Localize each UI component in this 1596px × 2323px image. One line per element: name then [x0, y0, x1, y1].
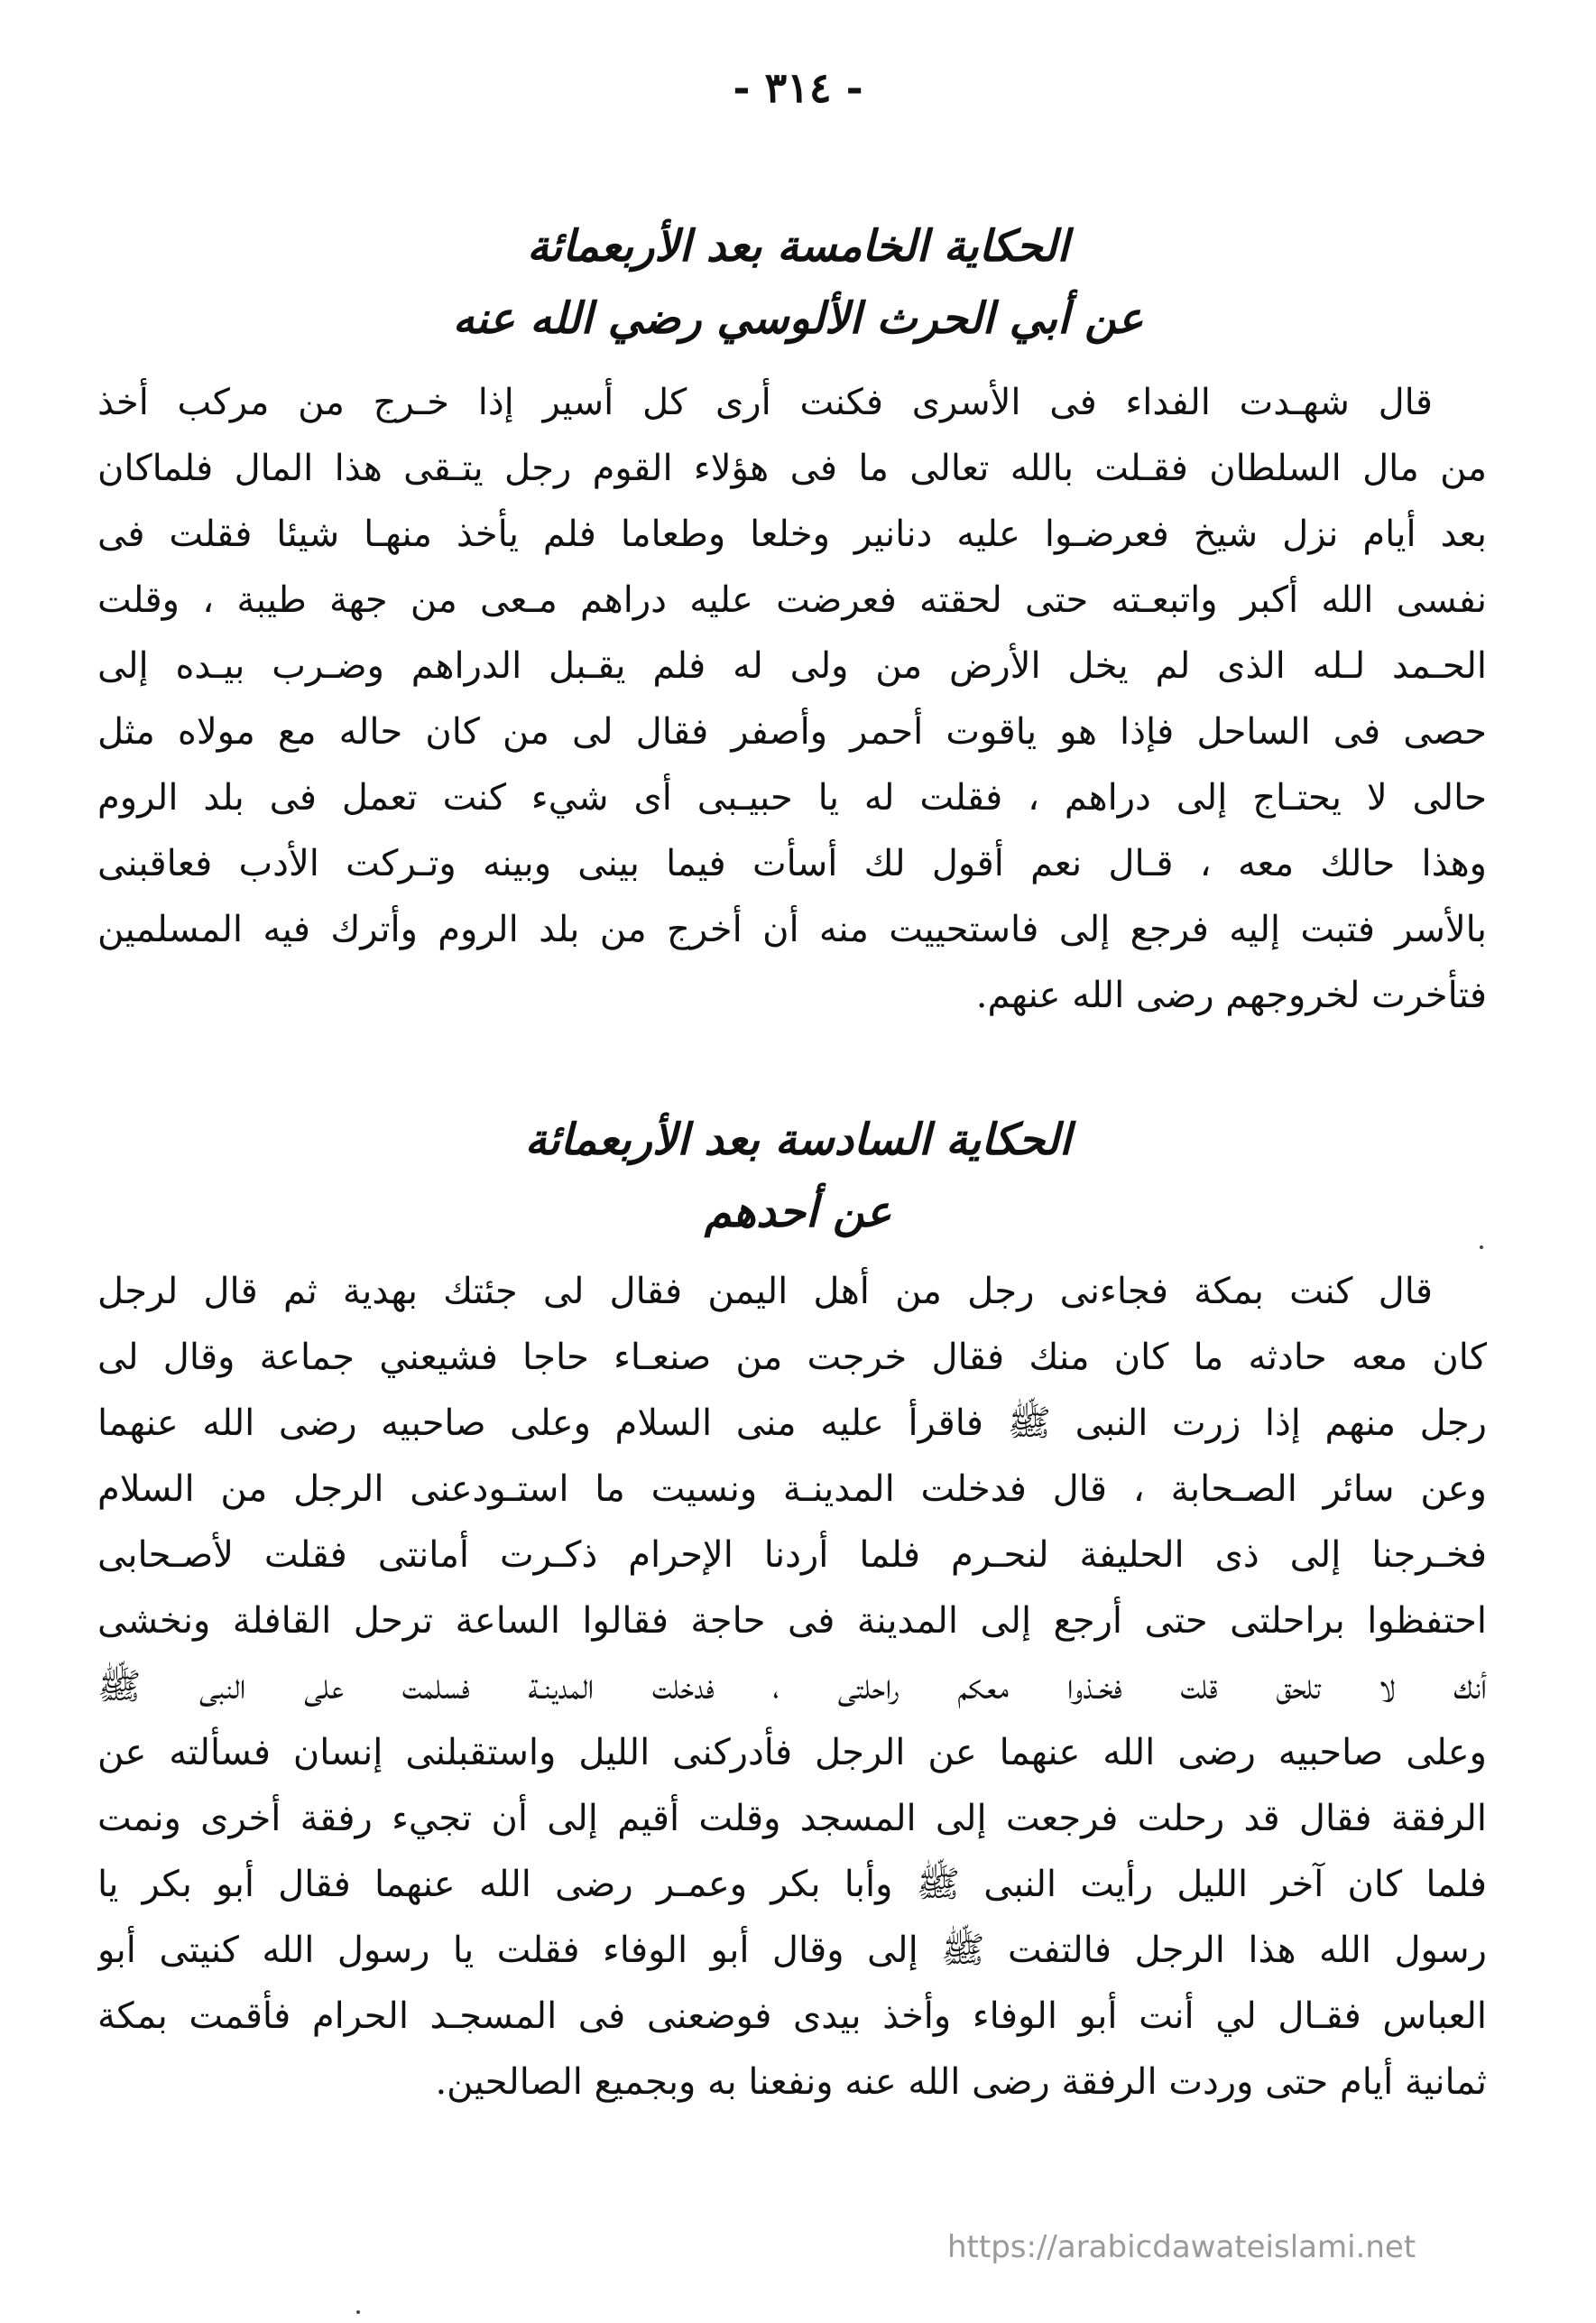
page-number: - ٣١٤ - — [733, 63, 863, 112]
story6-body — [97, 1259, 1487, 2115]
text-line: فلما كان آخر الليل رأيت النبى ﷺ وأبا بكر وعمـر رضى الله عنهما فقال أبو بكر يا — [97, 1864, 1487, 1905]
text-line: وعلى صاحبيه رضى الله عنهما عن الرجل فأدركنى الليل واستقبلنى إنسان فسألته عن — [97, 1732, 1487, 1773]
text-line: من مال السلطان فقـلت بالله تعالى ما فى هؤلاء القوم رجل يتـقى هذا المال فلماكان — [97, 448, 1487, 489]
text-line: العباس فقـال لي أنت أبو الوفاء وأخذ بيدى فوضعنى فى المسجـد الحرام فأقمت بمكة — [97, 1995, 1487, 2037]
text-line: كان معه حادثه ما كان منك فقال خرجت من صنعـاء حاجا فشيعني جماعة وقال لى — [97, 1337, 1487, 1378]
text-line: احتفظوا براحلتى حتى أرجع إلى المدينة فى حاجة فقالوا الساعة ترحل القافلة ونخشى — [97, 1600, 1487, 1642]
text-line: بعد أيام نزل شيخ فعرضـوا عليه دنانير وخلعا وطعاما فلم يأخذ منهـا شيئا فقلت فى — [97, 514, 1487, 555]
text-line: أنك لا تلحق قلت فخـذوا معكم راحلتى ، فدخلت المدينـة فسلمت على النبى ﷺ — [97, 1666, 1487, 1708]
text-line: الرفقة فقال قد رحلت فرجعت إلى المسجد وقلت أقيم إلى أن تجيء رفقة أخرى ونمت — [97, 1798, 1487, 1839]
text-line: ثمانية أيام حتى وردت الرفقة رضى الله عنه ونفعنا به وبجميع الصالحين. — [435, 2061, 1487, 2103]
story6-title: الحكاية السادسة بعد الأربعمائة — [524, 1115, 1072, 1165]
text-line: بالأسر فتبت إليه فرجع إلى فاستحييت منه أن أخرج من بلد الروم وأترك فيه المسلمين — [97, 909, 1487, 950]
text-line: وهذا حالك معه ، قـال نعم أقول لك أسأت فيما بينى وبينه وتـركت الأدب فعاقبنى — [97, 843, 1487, 884]
watermark: https://arabicdawateislami.net — [947, 2229, 1416, 2265]
story5-subtitle: عن أبي الحرث الألوسي رضي الله عنه — [452, 293, 1144, 344]
text-line: حالى لا يحتـاج إلى دراهم ، فقلت له يا حبيـبى أى شيء كنت تعمل فى بلد الروم — [97, 777, 1487, 819]
text-line: رجل منهم إذا زرت النبى ﷺ فاقرأ عليه منى السلام وعلى صاحبيه رضى الله عنهما — [97, 1402, 1487, 1444]
scan-speck — [356, 2310, 360, 2314]
text-line: قال كنت بمكة فجاءنى رجل من أهل اليمن فقال لى جئتك بهدية ثم قال لرجل — [97, 1271, 1433, 1312]
scan-speck — [1480, 1245, 1483, 1249]
text-line: فتأخرت لخروجهم رضى الله عنهم. — [975, 975, 1487, 1016]
text-line: فخـرجنا إلى ذى الحليفة لنحـرم فلما أردنا الإحرام ذكـرت أمانتى فقلت لأصـحابى — [97, 1534, 1487, 1576]
story5-title: الحكاية الخامسة بعد الأربعمائة — [527, 221, 1069, 272]
text-line: حصى فى الساحل فإذا هو ياقوت أحمر وأصفر فقال لى من كان حاله مع مولاه مثل — [97, 711, 1487, 753]
text-line: نفسى الله أكبر واتبعـته حتى لحقته فعرضت عليه دراهم مـعى من جهة طيبة ، وقلت — [97, 579, 1487, 621]
text-line: قال شهـدت الفداء فى الأسرى فكنت أرى كل أسير إذا خـرج من مركب أخذ — [97, 382, 1433, 423]
text-line: وعن سائر الصـحابة ، قال فدخلت المدينـة ونسيت ما استـودعنى الرجل من السلام — [97, 1468, 1487, 1510]
text-line: الحـمد لـله الذى لم يخل الأرض من ولى له فلم يقـبل الدراهم وضـرب بيـده إلى — [97, 645, 1487, 687]
story6-subtitle: عن أحدهم — [704, 1187, 892, 1237]
story5-body — [97, 370, 1487, 1029]
text-line: رسول الله هذا الرجل فالتفت ﷺ إلى وقال أبو الوفاء فقلت يا رسول الله كنيتى أبو — [97, 1930, 1487, 1971]
